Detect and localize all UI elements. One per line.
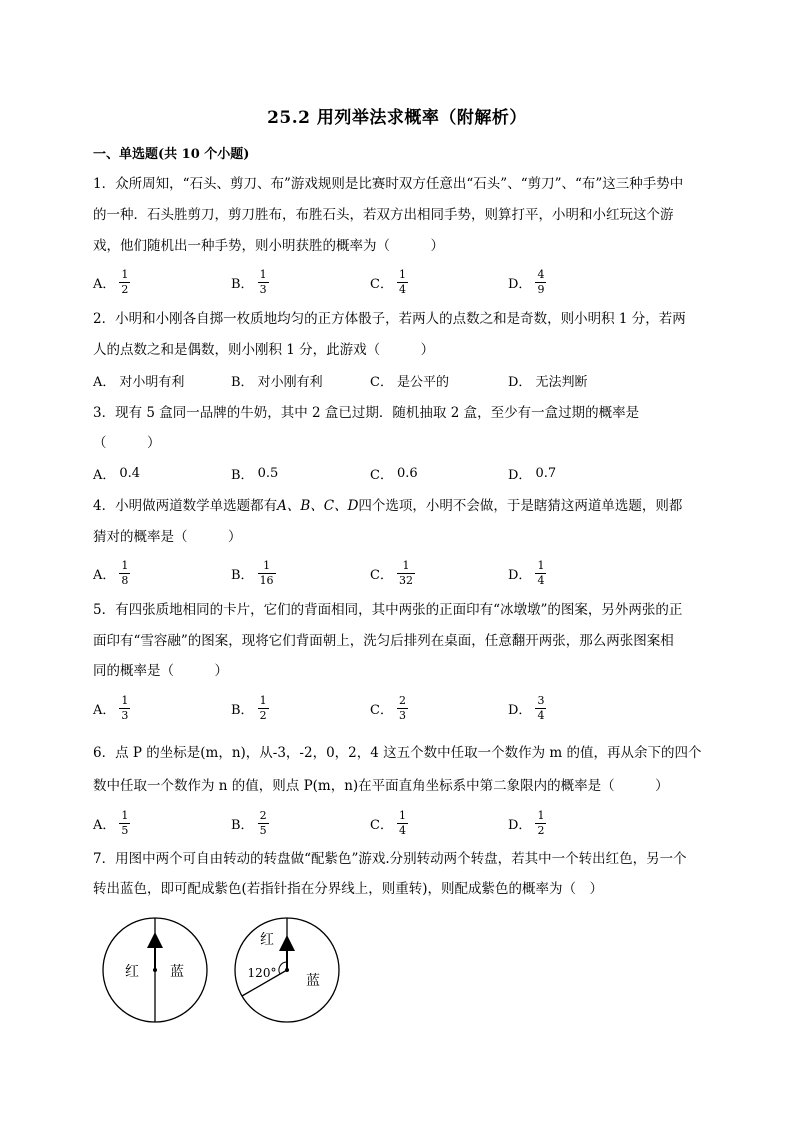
fraction: $\frac{4}{9}$: [537, 267, 545, 296]
fraction: $\frac{3}{4}$: [537, 693, 545, 722]
q3-choices: [93, 456, 708, 490]
q6-line-2: 数中任取一个数作为 n 的值，则点 P(m，n)在平面直角坐标系中第二象限内的概率是（ ）: [93, 778, 669, 794]
q1-line-3: 戏，他们随机出一种手势，则小明获胜的概率为（ ）: [93, 238, 444, 254]
q6-line-1: 6．点 P 的坐标是(m，n)，从-3，-2，0，2，4 这五个数中任取一个数作为 m 的值，再从余下的四个: [93, 745, 702, 761]
q1-choice-d[interactable]: D． $\frac{4}{9}$: [508, 267, 545, 296]
q3-choice-c[interactable]: C． 0.6: [370, 465, 418, 483]
q7-line-1: 7．用图中两个可自由转动的转盘做“配紫色”游戏.分别转动两个转盘，若其中一个转出红色，另一个: [93, 851, 687, 867]
q3-line-1: 3．现有 5 盒同一品牌的牛奶，其中 2 盒已过期．随机抽取 2 盒，至少有一盒过期的概率是: [93, 405, 640, 421]
q6-choice-a[interactable]: A． $\frac{1}{5}$: [93, 808, 129, 837]
q4-choice-b[interactable]: B． $\frac{1}{16}$: [231, 558, 274, 587]
q1-line-1: 1．众所周知，“石头、剪刀、布”游戏规则是比赛时双方任意出“石头”、“剪刀”、“布”这三种手势中: [93, 176, 684, 192]
q3-line-2: （ ）: [93, 435, 161, 451]
q1-choices: [93, 265, 708, 299]
q5-choice-c[interactable]: C． $\frac{2}{3}$: [370, 693, 406, 722]
fraction: $\frac{1}{2}$: [537, 808, 545, 837]
q5-line-3: 同的概率是（ ）: [93, 663, 228, 679]
q5-choice-d[interactable]: D． $\frac{3}{4}$: [508, 693, 545, 722]
spinner-2-angle-label: 120°: [247, 966, 277, 980]
q1-line-2: 的一种．石头胜剪刀，剪刀胜布，布胜石头，若双方出相同手势，则算打平，小明和小红玩这个游: [93, 207, 674, 223]
q7-line-2: 转出蓝色，即可配成紫色(若指针指在分界线上，则重转)，则配成紫色的概率为（ ）: [93, 881, 604, 897]
spinner-1-blue-label: 蓝: [170, 964, 184, 980]
q4-choice-c[interactable]: C． $\frac{1}{32}$: [370, 558, 413, 587]
q4-line-2: 猜对的概率是（ ）: [93, 529, 242, 545]
q3-choice-b[interactable]: B． 0.5: [231, 465, 279, 483]
fraction: $\frac{1}{4}$: [398, 267, 406, 296]
q5-choice-a[interactable]: A． $\frac{1}{3}$: [93, 693, 129, 722]
fraction: $\frac{1}{3}$: [121, 693, 129, 722]
fraction: $\frac{2}{3}$: [398, 693, 406, 722]
q2-choice-d[interactable]: D． 无法判断: [508, 374, 588, 390]
option-letters: A、B、C、D: [277, 498, 359, 514]
fraction: $\frac{1}{4}$: [537, 558, 545, 587]
fraction: $\frac{1}{5}$: [121, 808, 129, 837]
fraction: $\frac{1}{3}$: [259, 267, 267, 296]
q3-choice-d[interactable]: D． 0.7: [508, 465, 557, 483]
q4-choice-a[interactable]: A． $\frac{1}{8}$: [93, 558, 129, 587]
spinner-2-pivot: [285, 968, 289, 972]
q6-choices: [93, 806, 708, 840]
fraction: $\frac{1}{4}$: [398, 808, 406, 837]
fraction: $\frac{2}{5}$: [259, 808, 267, 837]
q2-choice-c[interactable]: C． 是公平的: [370, 374, 449, 390]
q2-choices: [93, 363, 708, 397]
q4-line-1: 4．小明做两道数学单选题都有A、B、C、D四个选项，小明不会做，于是瞎猜这两道单选题，则都: [93, 498, 683, 514]
q2-choice-a[interactable]: A． 对小明有利: [93, 374, 185, 390]
fraction: $\frac{1}{8}$: [121, 558, 129, 587]
q5-choice-b[interactable]: B． $\frac{1}{2}$: [231, 693, 267, 722]
q4-choice-d[interactable]: D． $\frac{1}{4}$: [508, 558, 545, 587]
spinner-2-red-label: 红: [260, 932, 274, 948]
q3-choice-a[interactable]: A． 0.4: [93, 465, 141, 483]
spinner-2: [235, 918, 339, 1022]
fraction: $\frac{1}{2}$: [259, 693, 267, 722]
q2-line-1: 2．小明和小刚各自掷一枚质地均匀的正方体骰子，若两人的点数之和是奇数，则小明积 1 分，若两: [93, 311, 686, 327]
spinner-1: [103, 918, 207, 1022]
q1-choice-a[interactable]: A． $\frac{1}{2}$: [93, 267, 129, 296]
fraction: $\frac{1}{16}$: [259, 558, 274, 587]
q1-choice-b[interactable]: B． $\frac{1}{3}$: [231, 267, 267, 296]
q2-choice-b[interactable]: B． 对小刚有利: [231, 374, 323, 390]
spinner-1-pivot: [153, 968, 157, 972]
q5-line-2: 面印有“雪容融”的图案，现将它们背面朝上，洗匀后排列在桌面，任意翻开两张，那么两张图案相: [93, 633, 674, 649]
q1-choice-c[interactable]: C． $\frac{1}{4}$: [370, 267, 406, 296]
q2-line-2: 人的点数之和是偶数，则小刚积 1 分，此游戏（ ）: [93, 342, 435, 358]
spinner-diagram: [100, 915, 340, 1027]
q5-line-1: 5．有四张质地相同的卡片，它们的背面相同，其中两张的正面印有“冰墩墩”的图案，另外两张的正: [93, 602, 683, 618]
q6-choice-b[interactable]: B． $\frac{2}{5}$: [231, 808, 267, 837]
spinner-2-blue-label: 蓝: [306, 973, 320, 989]
fraction: $\frac{1}{2}$: [121, 267, 129, 296]
q5-choices: [93, 691, 708, 725]
spinner-1-red-label: 红: [125, 964, 139, 980]
page-title: 25.2 用列举法求概率（附解析）: [267, 108, 527, 128]
fraction: $\frac{1}{32}$: [398, 558, 413, 587]
section-heading: 一、单选题(共 10 个小题): [93, 147, 250, 162]
q6-choice-d[interactable]: D． $\frac{1}{2}$: [508, 808, 545, 837]
q4-choices: [93, 556, 708, 590]
q6-choice-c[interactable]: C． $\frac{1}{4}$: [370, 808, 406, 837]
